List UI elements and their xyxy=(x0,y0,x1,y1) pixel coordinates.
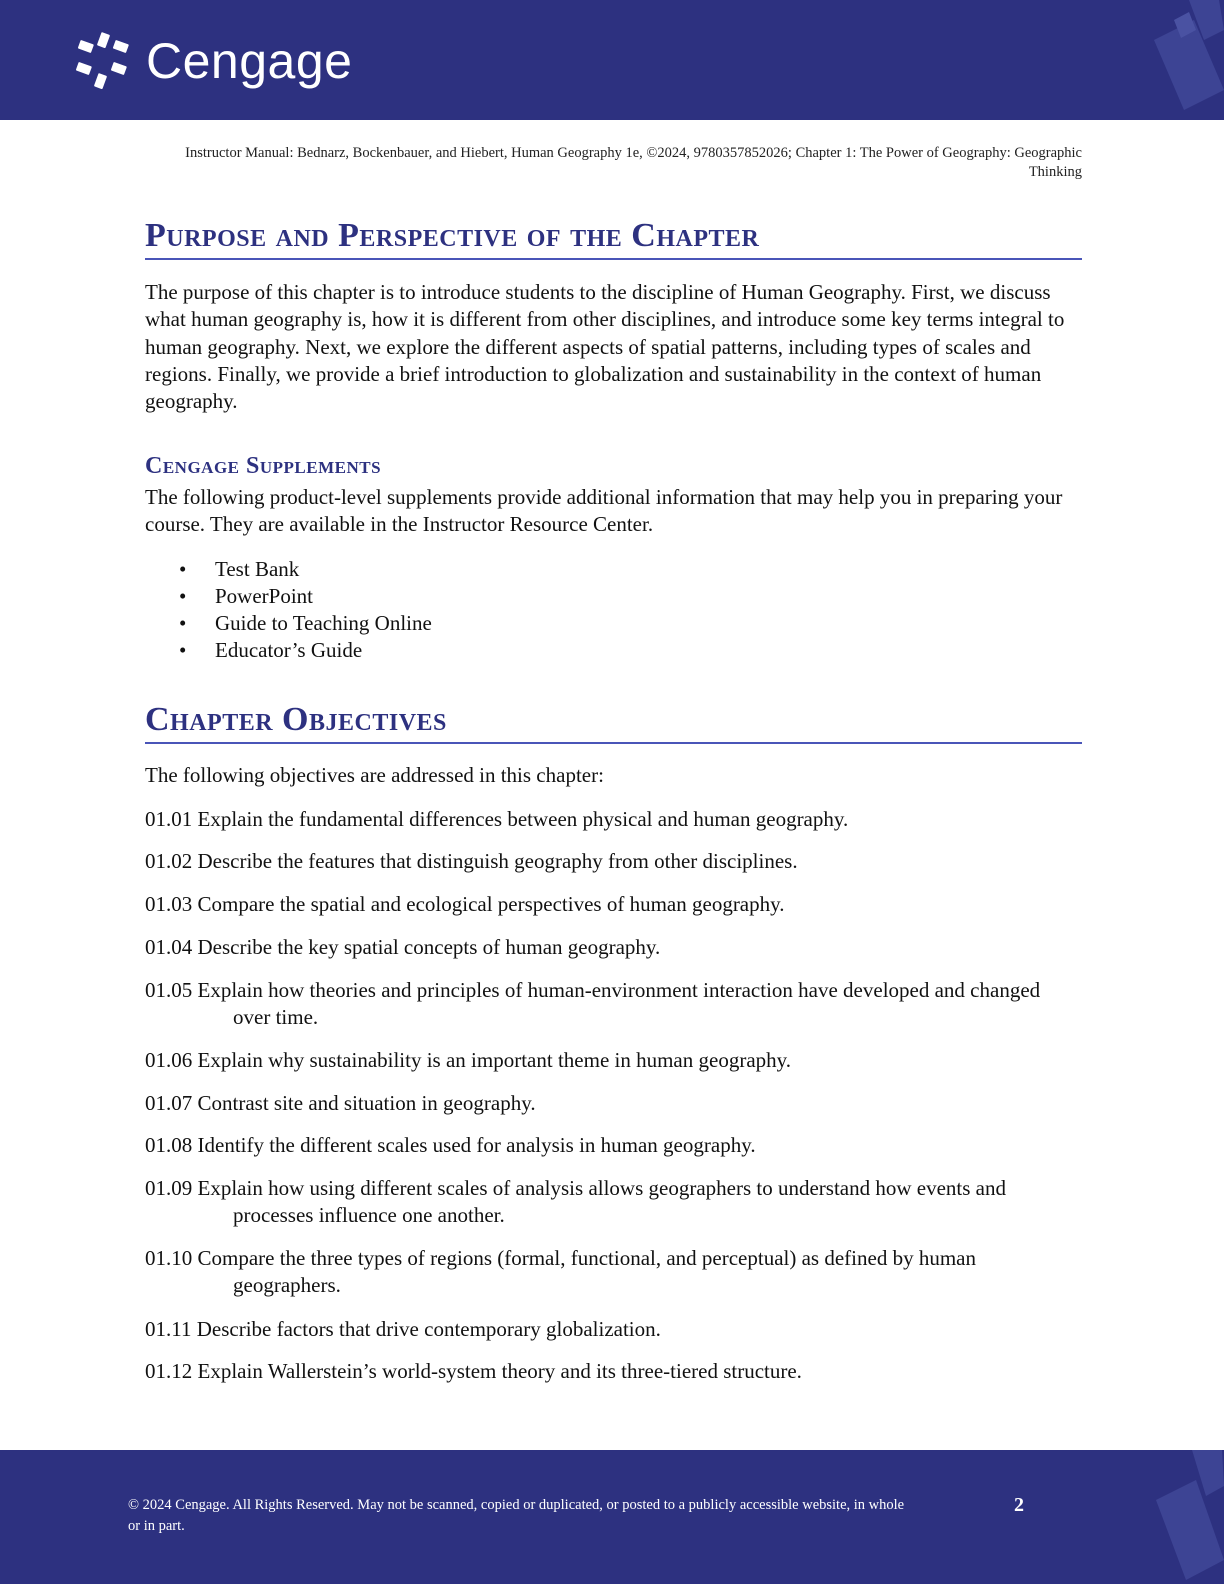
bullet-icon: • xyxy=(179,557,187,581)
running-head: Instructor Manual: Bednarz, Bockenbauer, and Hiebert, Human Geography 1e, ©2024, 9780357852026; Chapter 1: The Power of Geography: Geographic Thinking xyxy=(185,145,1082,180)
objective-item: 01.02 Describe the features that distinguish geography from other disciplines. xyxy=(145,849,798,873)
objective-item: 01.11 Describe factors that drive contemporary globalization. xyxy=(145,1317,661,1341)
objective-item: 01.07 Contrast site and situation in geography. xyxy=(145,1091,536,1115)
cengage-mark-icon xyxy=(72,30,134,92)
supplements-heading: Cengage Supplements xyxy=(145,453,382,479)
supplements-list xyxy=(145,556,432,664)
objective-item: 01.09 Explain how using different scales of analysis allows geographers to understand how events and processes influence one another. xyxy=(145,1176,1006,1228)
list-item: • Guide to Teaching Online xyxy=(179,611,432,635)
purpose-heading: Purpose and Perspective of the Chapter xyxy=(145,216,1082,260)
objective-item: 01.06 Explain why sustainability is an important theme in human geography. xyxy=(145,1048,792,1072)
objectives-intro: The following objectives are addressed in this chapter: xyxy=(145,763,604,787)
corner-decoration xyxy=(1134,0,1224,120)
bullet-icon: • xyxy=(179,611,187,635)
list-item: • Educator’s Guide xyxy=(179,638,363,662)
copyright-notice: © 2024 Cengage. All Rights Reserved. May not be scanned, copied or duplicated, or posted to a publicly accessible website, in whole or in part. xyxy=(128,1497,905,1534)
objective-item: 01.03 Compare the spatial and ecological perspectives of human geography. xyxy=(145,892,785,916)
supplements-intro: The following product-level supplements provide additional information that may help you in preparing your course. They are available in the Instructor Resource Center. xyxy=(145,485,1063,537)
objective-item: 01.12 Explain Wallerstein’s world-system theory and its three-tiered structure. xyxy=(145,1359,802,1383)
page-number: 2 xyxy=(1014,1494,1024,1516)
objectives-heading: Chapter Objectives xyxy=(145,700,1082,744)
objective-item: 01.05 Explain how theories and principles of human-environment interaction have developed and changed over time. xyxy=(145,978,1041,1030)
objective-item: 01.08 Identify the different scales used for analysis in human geography. xyxy=(145,1133,756,1157)
cengage-logo[interactable] xyxy=(72,30,352,92)
objective-item: 01.04 Describe the key spatial concepts of human geography. xyxy=(145,935,661,959)
list-item: • Test Bank xyxy=(179,557,300,581)
footer-corner-decoration xyxy=(1134,1450,1224,1584)
brand-name: Cengage xyxy=(146,33,353,89)
bullet-icon: • xyxy=(179,638,187,662)
header-band xyxy=(0,0,1224,120)
bullet-icon: • xyxy=(179,584,187,608)
objective-item: 01.10 Compare the three types of regions (formal, functional, and perceptual) as defined by human geographers. xyxy=(145,1246,976,1298)
purpose-paragraph: The purpose of this chapter is to introduce students to the discipline of Human Geography. First, we discuss what human geography is, how it is different from other disciplines, and introduce some key terms integral to human geography. Next, we explore the different aspects of spatial patterns, including types of scales and regions. Finally, we provide a brief introduction to globalization and sustainability in the context of human geography. xyxy=(145,280,1065,414)
list-item: • PowerPoint xyxy=(179,584,314,608)
objective-item: 01.01 Explain the fundamental differences between physical and human geography. xyxy=(145,807,849,831)
